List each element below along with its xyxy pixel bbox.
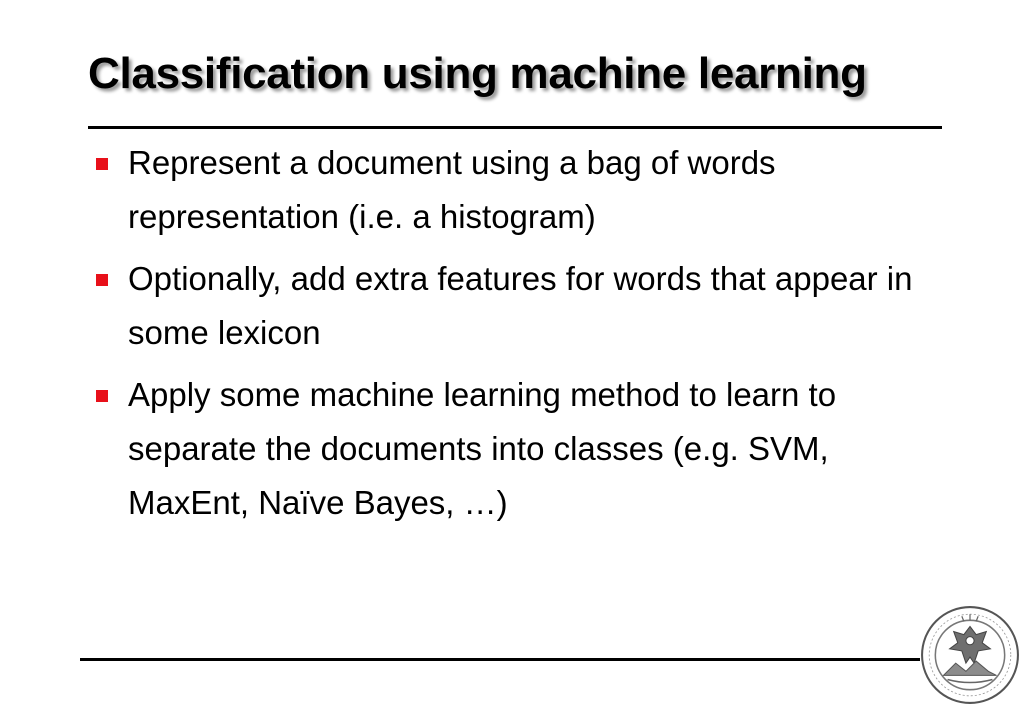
bullet-text: Represent a document using a bag of words representation (i.e. a histogram): [128, 144, 776, 235]
footer-divider: [80, 658, 920, 661]
bullet-list: [96, 136, 956, 538]
red-square-bullet-icon: [96, 390, 108, 402]
bullet-item: [96, 136, 956, 244]
red-square-bullet-icon: [96, 158, 108, 170]
bullet-item: [96, 252, 956, 360]
bullet-item: [96, 368, 956, 530]
title-divider: [88, 126, 942, 129]
slide-title: Classification using machine learning: [88, 49, 867, 98]
bullet-text: Apply some machine learning method to learn to separate the documents into classes (e.g. SVM, MaxEnt, Naïve Bayes, …): [128, 376, 837, 521]
red-square-bullet-icon: [96, 274, 108, 286]
bullet-text: Optionally, add extra features for words that appear in some lexicon: [128, 260, 913, 351]
university-seal-icon: [919, 604, 1021, 706]
